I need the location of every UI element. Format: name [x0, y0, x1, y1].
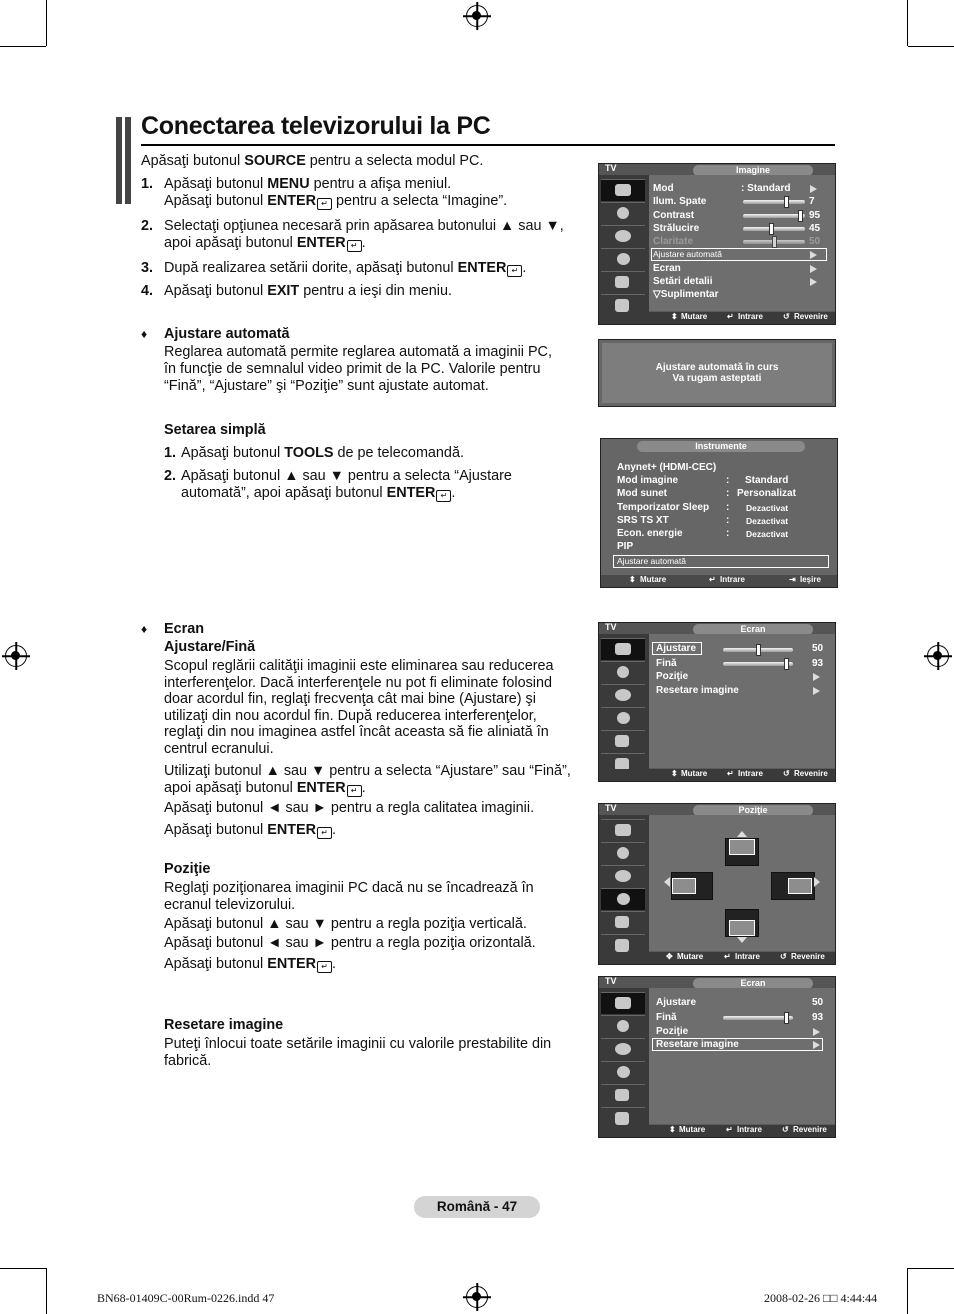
- menu-row-value: 50: [812, 643, 824, 654]
- sound-icon[interactable]: [601, 202, 645, 224]
- arrow-right-icon[interactable]: [814, 877, 820, 887]
- menu-footer: [599, 1125, 835, 1137]
- reset-description: Puteţi înlocui toate setările imaginii cu valorile prestabilite din fabrică.: [164, 1036, 552, 1069]
- move-icon: ⬍: [671, 769, 678, 778]
- enter-icon: ↵: [317, 961, 332, 973]
- slider[interactable]: [723, 662, 793, 666]
- ecran-instruction-line: Apăsaţi butonul ◄ sau ► pentru a regla calitatea imaginii.: [164, 800, 535, 816]
- enter-icon: ↵: [724, 952, 731, 961]
- print-date-info: 2008-02-26 □□ 4:44:44: [764, 1291, 878, 1305]
- arrow-right-icon: [810, 251, 817, 259]
- crop-mark: [908, 46, 954, 47]
- menu-row-value: 93: [812, 658, 824, 669]
- registration-mark-icon: [466, 5, 488, 27]
- menu-row-value: 50: [812, 997, 824, 1008]
- picture-icon[interactable]: [601, 992, 645, 1014]
- enter-icon: ↵: [347, 240, 362, 252]
- picture-icon[interactable]: [601, 638, 645, 660]
- slider-knob[interactable]: [784, 1012, 789, 1024]
- menu-row-label[interactable]: ▽Suplimentar: [653, 289, 719, 300]
- ecran-instructions: Utilizaţi butonul ▲ sau ▼ pentru a selecta “Ajustare” sau “Fină”, apoi apăsaţi butonul ENTER ↵ .: [164, 763, 571, 796]
- step-2: Selectaţi opţiunea necesară prin apăsarea butonului ▲ sau ▼, apoi apăsaţi butonul ENTER ↵ .: [164, 218, 564, 251]
- enter-icon: ↵: [317, 827, 332, 839]
- tv-label: TV: [605, 622, 617, 632]
- setup-icon[interactable]: [601, 707, 645, 729]
- setup-icon[interactable]: [601, 888, 645, 910]
- tools-row-label[interactable]: SRS TS XT: [617, 515, 669, 526]
- menu-row-value: 7: [809, 196, 815, 207]
- setup-icon[interactable]: [601, 1061, 645, 1083]
- slider[interactable]: [723, 648, 793, 652]
- menu-row-label[interactable]: Ecran: [653, 263, 681, 274]
- menu-content: [649, 988, 835, 1124]
- tools-row-sep: :: [726, 502, 730, 513]
- tools-row-sep: :: [726, 475, 730, 486]
- tv-label: TV: [605, 976, 617, 986]
- bullet-icon: ♦: [141, 622, 148, 636]
- move-icon: ⬍: [671, 312, 678, 321]
- section-heading: Ajustare automată: [164, 326, 290, 342]
- subsection-heading: Ajustare/Fină: [164, 639, 256, 655]
- step-1: Apăsaţi butonul MENU pentru a afişa meniul. Apăsaţi butonul ENTER ↵ pentru a selecta “Imagine”.: [164, 176, 508, 209]
- slider[interactable]: [743, 240, 805, 244]
- input-icon[interactable]: [601, 1084, 645, 1106]
- tv-menu-imagine: [598, 163, 836, 325]
- crop-mark: [46, 1268, 47, 1314]
- registration-mark-icon: [927, 645, 949, 667]
- menu-row-value: 50: [809, 236, 821, 247]
- move-icon: ⬍: [669, 1125, 676, 1134]
- tv-menu-ecran-reset: [598, 976, 836, 1138]
- channel-icon[interactable]: [601, 684, 645, 706]
- footer-enter: Intrare: [735, 952, 760, 961]
- enter-icon: ↵: [727, 769, 734, 778]
- menu-footer: [599, 952, 835, 964]
- menu-row-value: 45: [809, 223, 821, 234]
- slider-knob[interactable]: [756, 644, 761, 656]
- enter-icon: ↵: [709, 575, 716, 584]
- tools-row-value: Dezactivat: [746, 529, 789, 539]
- menu-row-label[interactable]: Setări detalii: [653, 276, 713, 287]
- bullet-icon: ♦: [141, 327, 148, 341]
- picture-icon[interactable]: [601, 179, 645, 201]
- step-number: 4.: [141, 283, 154, 299]
- menu-title: Poziţie: [693, 805, 813, 816]
- input-icon[interactable]: [601, 730, 645, 752]
- subsection-heading: Setarea simplă: [164, 422, 266, 438]
- sound-icon[interactable]: [601, 842, 645, 864]
- footer-enter: Intrare: [738, 769, 763, 778]
- page-title: Conectarea televizorului la PC: [141, 112, 491, 140]
- tools-row-sep: :: [726, 528, 730, 539]
- tools-row-sep: :: [726, 515, 730, 526]
- tools-row-value: Dezactivat: [746, 503, 789, 513]
- slider[interactable]: [723, 1016, 793, 1020]
- slider[interactable]: [743, 200, 805, 204]
- crop-mark: [907, 0, 908, 46]
- menu-sidebar: [599, 634, 649, 781]
- footer-move: Mutare: [681, 312, 708, 321]
- arrow-down-icon[interactable]: [737, 937, 747, 943]
- enter-icon: ↵: [507, 265, 522, 277]
- subsection-heading: Resetare imagine: [164, 1017, 284, 1033]
- subsection-heading: Poziţie: [164, 861, 211, 877]
- tools-row-label[interactable]: Temporizator Sleep: [617, 502, 710, 513]
- slider[interactable]: [743, 214, 805, 218]
- screen-right: [771, 872, 815, 900]
- setup-icon[interactable]: [601, 248, 645, 270]
- tools-menu: [600, 438, 838, 588]
- tools-row-label[interactable]: Ajustare automată: [617, 556, 686, 566]
- menu-footer: [601, 575, 837, 587]
- footer-back: Revenire: [791, 952, 825, 961]
- tools-row-label[interactable]: PIP: [617, 541, 634, 552]
- position-instruction: Apăsaţi butonul ENTER ↵ .: [164, 956, 336, 972]
- crop-mark: [0, 46, 46, 47]
- footer-enter: Intrare: [720, 575, 745, 584]
- enter-icon: ↵: [317, 198, 332, 210]
- tv-menu-ecran: [598, 622, 836, 782]
- position-instruction: Apăsaţi butonul ▲ sau ▼ pentru a regla poziţia verticală.: [164, 916, 527, 932]
- menu-row-label[interactable]: Contrast: [653, 210, 695, 221]
- menu-footer: [599, 769, 835, 781]
- input-icon[interactable]: [601, 271, 645, 293]
- crop-mark: [907, 1268, 908, 1314]
- footer-back: Revenire: [794, 312, 828, 321]
- title-rule: [141, 144, 835, 146]
- crop-mark: [46, 0, 47, 46]
- enter-icon: ↵: [436, 490, 451, 502]
- crop-mark: [0, 1268, 46, 1269]
- auto-adjust-message: [598, 339, 836, 407]
- arrow-right-icon: [810, 278, 817, 286]
- menu-sidebar: [599, 988, 649, 1137]
- tools-row-value: Dezactivat: [746, 516, 789, 526]
- move-icon: ✥: [666, 952, 673, 961]
- footer-move: Mutare: [681, 769, 708, 778]
- tools-row-label[interactable]: Mod sunet: [617, 488, 667, 499]
- slider-knob[interactable]: [772, 236, 777, 248]
- arrow-right-icon: [813, 1028, 820, 1036]
- step-number: 2.: [141, 218, 154, 234]
- move-icon: ⬍: [629, 575, 636, 584]
- menu-sidebar: [599, 175, 649, 324]
- position-description: Reglaţi poziţionarea imaginii PC dacă nu se încadrează în ecranul televizorului.: [164, 880, 534, 913]
- menu-row-label[interactable]: Fină: [656, 1012, 677, 1023]
- input-icon[interactable]: [601, 911, 645, 933]
- menu-content: [649, 634, 835, 768]
- tv-label: TV: [605, 163, 617, 173]
- ecran-instruction-line: Apăsaţi butonul ENTER ↵ .: [164, 822, 336, 838]
- position-instruction: Apăsaţi butonul ◄ sau ► pentru a regla poziţia orizontală.: [164, 935, 536, 951]
- screen-left: [671, 872, 713, 900]
- return-icon: ↺: [783, 769, 790, 778]
- slider-knob[interactable]: [784, 196, 789, 208]
- position-preview: [649, 815, 835, 951]
- step-number: 1.: [141, 176, 154, 192]
- tools-row-sep: :: [726, 488, 730, 499]
- simple-step-2: Apăsaţi butonul ▲ sau ▼ pentru a selecta “Ajustare automată”, apoi apăsaţi butonul ENTER ↵ .: [181, 468, 512, 501]
- menu-footer: [599, 312, 835, 324]
- menu-row-label[interactable]: Mod: [653, 183, 674, 194]
- screen-up: [725, 838, 759, 866]
- menu-row-value: 95: [809, 210, 821, 221]
- crop-mark: [908, 1268, 954, 1269]
- return-icon: ↺: [780, 952, 787, 961]
- sound-icon[interactable]: [601, 661, 645, 683]
- slider-knob[interactable]: [756, 997, 761, 1009]
- menu-row-label[interactable]: Fină: [656, 658, 677, 669]
- picture-icon[interactable]: [601, 819, 645, 841]
- footer-back: Revenire: [794, 769, 828, 778]
- tools-row-value: Personalizat: [737, 488, 796, 499]
- slider-knob[interactable]: [798, 210, 803, 222]
- menu-row-label[interactable]: Resetare imagine: [656, 685, 739, 696]
- menu-row-label[interactable]: Ilum. Spate: [653, 196, 707, 207]
- channel-icon[interactable]: [601, 865, 645, 887]
- menu-content: [649, 175, 835, 311]
- print-file-info: BN68-01409C-00Rum-0226.indd 47: [97, 1291, 275, 1305]
- arrow-up-icon[interactable]: [737, 831, 747, 837]
- slider-knob[interactable]: [784, 658, 789, 670]
- footer-back: Revenire: [793, 1125, 827, 1134]
- step-3: După realizarea setării dorite, apăsaţi butonul ENTER ↵ .: [164, 260, 527, 276]
- page-number: Română - 47: [414, 1196, 540, 1218]
- tools-row-label[interactable]: Mod imagine: [617, 475, 679, 486]
- slider-knob[interactable]: [769, 223, 774, 235]
- message-line: Ajustare automată în curs: [655, 362, 779, 373]
- registration-mark-icon: [466, 1286, 488, 1308]
- tools-row-value: Standard: [745, 475, 789, 486]
- menu-row-label[interactable]: Strălucire: [653, 223, 700, 234]
- enter-icon: ↵: [727, 312, 734, 321]
- channel-icon[interactable]: [601, 1038, 645, 1060]
- footer-enter: Intrare: [737, 1125, 762, 1134]
- return-icon: ↺: [782, 1125, 789, 1134]
- menu-title: Ecran: [693, 978, 813, 989]
- title-side-bar: [116, 117, 122, 204]
- menu-row-value: : Standard: [741, 183, 791, 194]
- menu-sidebar: [599, 815, 649, 964]
- menu-row-label[interactable]: Claritate: [653, 236, 694, 247]
- title-side-bar: [125, 117, 131, 204]
- arrow-right-icon: [813, 687, 820, 695]
- step-number: 1.: [164, 445, 177, 461]
- arrow-right-icon: [813, 673, 820, 681]
- footer-move: Mutare: [679, 1125, 706, 1134]
- enter-icon: ↵: [726, 1125, 733, 1134]
- arrow-right-icon: [810, 265, 817, 273]
- menu-row-value: 93: [812, 1012, 824, 1023]
- registration-mark-icon: [5, 645, 27, 667]
- sound-icon[interactable]: [601, 1015, 645, 1037]
- tv-label: TV: [605, 803, 617, 813]
- simple-step-1: Apăsaţi butonul TOOLS de pe telecomandă.: [181, 445, 464, 461]
- footer-enter: Intrare: [738, 312, 763, 321]
- menu-title: Instrumente: [637, 441, 805, 452]
- footer-move: Mutare: [677, 952, 704, 961]
- section-heading: Ecran: [164, 621, 204, 637]
- menu-row-label[interactable]: Ajustare automată: [653, 249, 722, 259]
- tv-menu-pozitie: [598, 803, 836, 965]
- screen-down: [725, 909, 759, 937]
- step-4: Apăsaţi butonul EXIT pentru a ieşi din meniu.: [164, 283, 453, 299]
- slider[interactable]: [743, 227, 805, 231]
- ecran-description: Scopul reglării calităţii imaginii este eliminarea sau reducerea interferenţelor. Dacă interferenţele nu pot fi eliminate folosind doar acordul fin, reglaţi frecvenţa cât mai bine (Ajustare) şi utilizaţi din nou acordul fin. După reducerea interferenţelor, reglaţi din nou imaginea astfel încât aceasta să fie aliniată în centrul ecranului.: [164, 658, 554, 757]
- footer-exit: Ieşire: [800, 575, 821, 584]
- arrow-left-icon[interactable]: [664, 877, 670, 887]
- arrow-right-icon: [810, 185, 817, 193]
- message-line: Va rugam asteptati: [672, 373, 762, 384]
- auto-description: Reglarea automată permite reglarea automată a imaginii PC, în funcţie de semnalul video primit de la PC. Valorile pentru “Fină”, “Ajustare” şi “Poziţie” sunt ajustate automat.: [164, 344, 552, 394]
- step-number: 2.: [164, 468, 177, 484]
- tools-row-label[interactable]: Econ. energie: [617, 528, 683, 539]
- menu-row-label[interactable]: Ajustare: [656, 997, 697, 1008]
- channel-icon[interactable]: [601, 225, 645, 247]
- menu-row-label[interactable]: Poziţie: [656, 671, 689, 682]
- arrow-right-icon: [813, 1041, 820, 1049]
- menu-row-label[interactable]: Resetare imagine: [656, 1039, 739, 1050]
- intro-text: Apăsaţi butonul SOURCE pentru a selecta modul PC.: [141, 153, 484, 169]
- step-number: 3.: [141, 260, 154, 276]
- tools-row-label[interactable]: Anynet+ (HDMI-CEC): [617, 462, 717, 473]
- menu-title: Ecran: [693, 624, 813, 635]
- menu-row-label[interactable]: Poziţie: [656, 1026, 689, 1037]
- return-icon: ↺: [783, 312, 790, 321]
- menu-row-label[interactable]: Ajustare: [656, 643, 697, 654]
- footer-move: Mutare: [640, 575, 667, 584]
- exit-icon: ⇥: [789, 575, 796, 584]
- menu-title: Imagine: [693, 165, 813, 176]
- enter-icon: ↵: [347, 785, 362, 797]
